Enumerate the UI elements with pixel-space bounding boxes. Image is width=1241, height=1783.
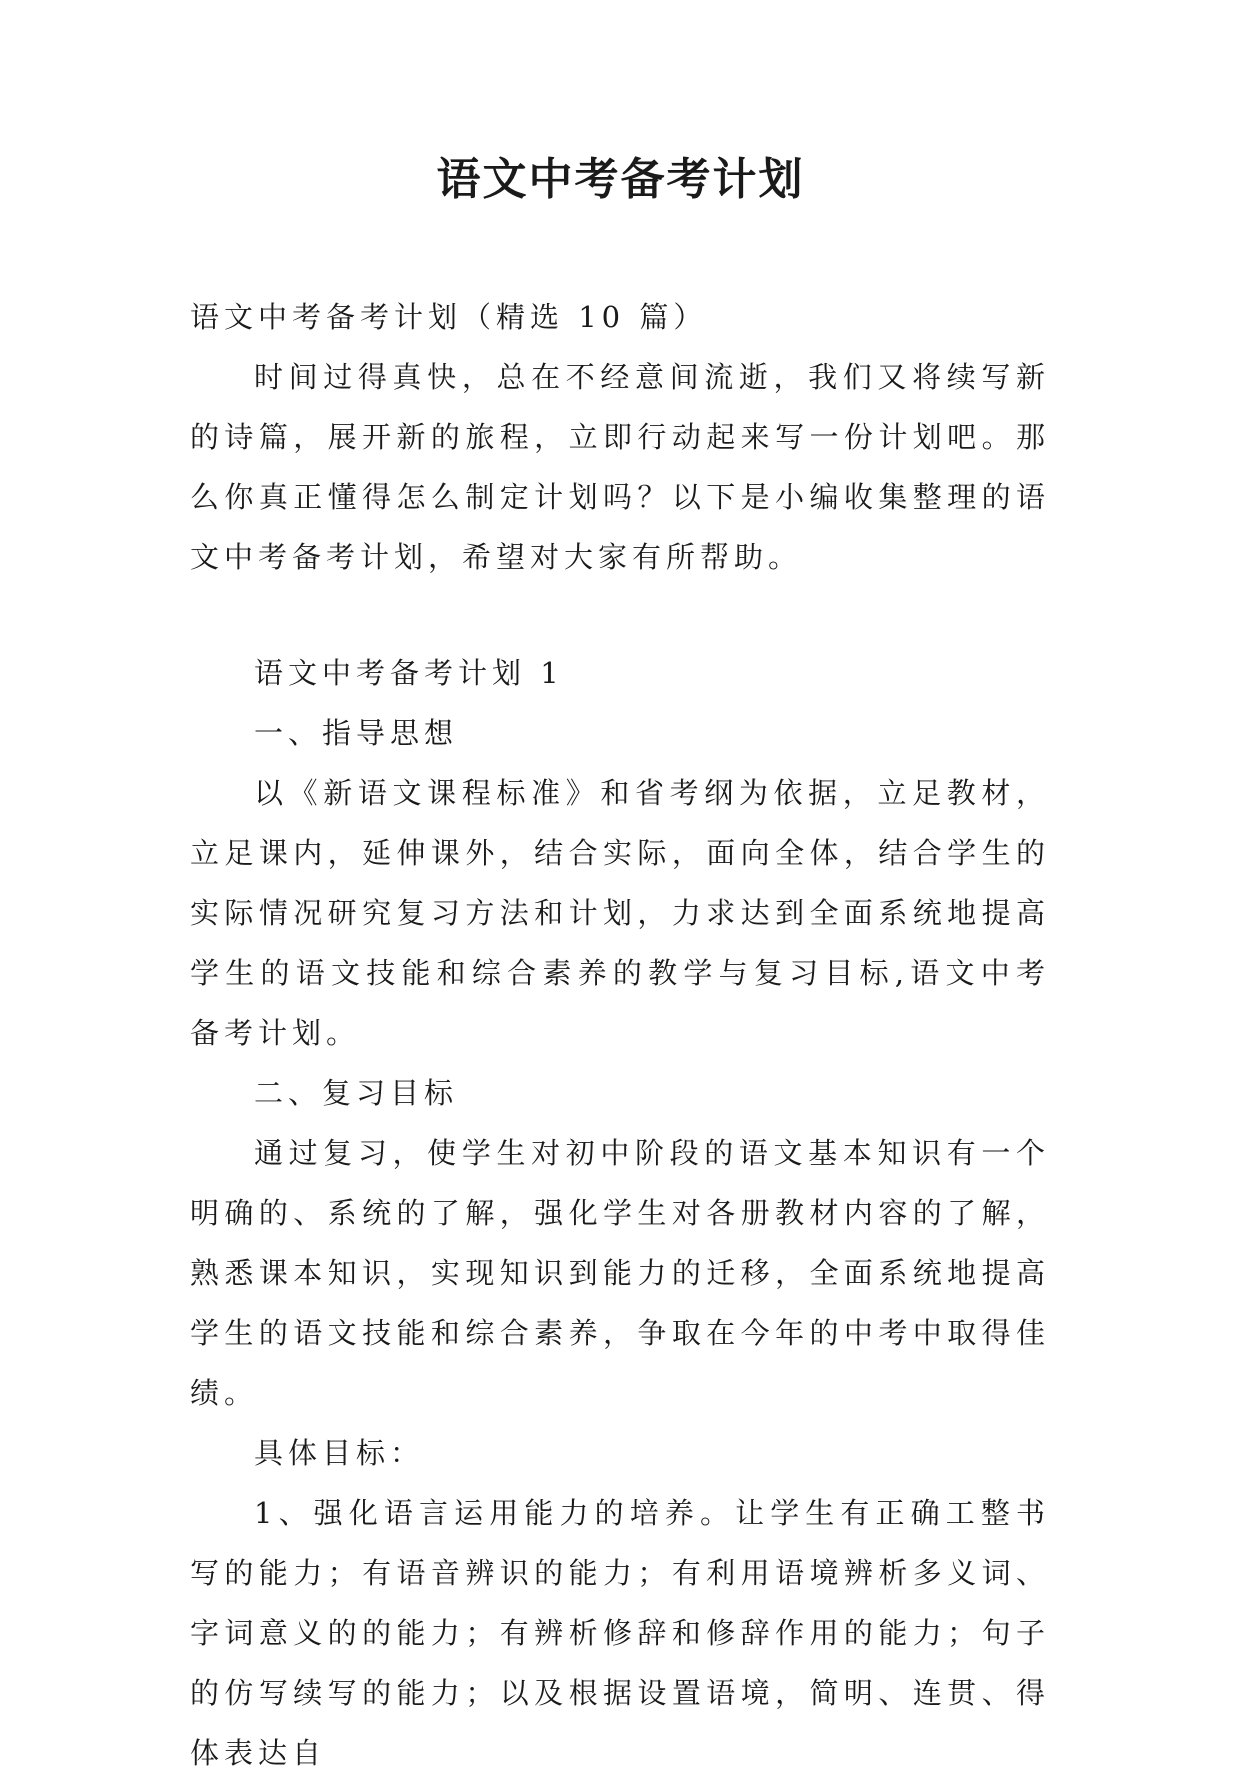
paragraph-guiding-ideology: 以《新语文课程标准》和省考纲为依据，立足教材，立足课内，延伸课外，结合实际，面向全体，结合学生的实际情况研究复习方法和计划，力求达到全面系统地提高学生的语文技能和综合素养的教学与复习目标,语文中考备考计划。	[190, 776, 1050, 1050]
heading-specific-goals: 具体目标：	[254, 1436, 425, 1470]
section-heading: 语文中考备考计划 1	[254, 656, 564, 690]
document-subtitle: 语文中考备考计划（精选 10 篇）	[190, 300, 708, 334]
paragraph-specific-goal-1: 1、强化语言运用能力的培养。让学生有正确工整书写的能力；有语音辨识的能力；有利用语境辨析多义词、字词意义的的能力；有辨析修辞和修辞作用的能力；句子的仿写续写的能力；以及根据设置语境，简明、连贯、得体表达自	[190, 1496, 1050, 1770]
document-body	[190, 287, 1050, 1783]
intro-paragraph: 时间过得真快，总在不经意间流逝，我们又将续写新的诗篇，展开新的旅程，立即行动起来写一份计划吧。那么你真正懂得怎么制定计划吗？以下是小编收集整理的语文中考备考计划，希望对大家有所帮助。	[190, 360, 1050, 574]
paragraph-spacer	[190, 587, 1050, 643]
document-title: 语文中考备考计划	[436, 154, 805, 205]
heading-guiding-ideology: 一、指导思想	[254, 716, 459, 750]
paragraph-review-goals: 通过复习，使学生对初中阶段的语文基本知识有一个明确的、系统的了解，强化学生对各册教材内容的了解，熟悉课本知识，实现知识到能力的迁移，全面系统地提高学生的语文技能和综合素养，争取在今年的中考中取得佳绩。	[190, 1136, 1050, 1410]
heading-review-goals: 二、复习目标	[254, 1076, 459, 1110]
